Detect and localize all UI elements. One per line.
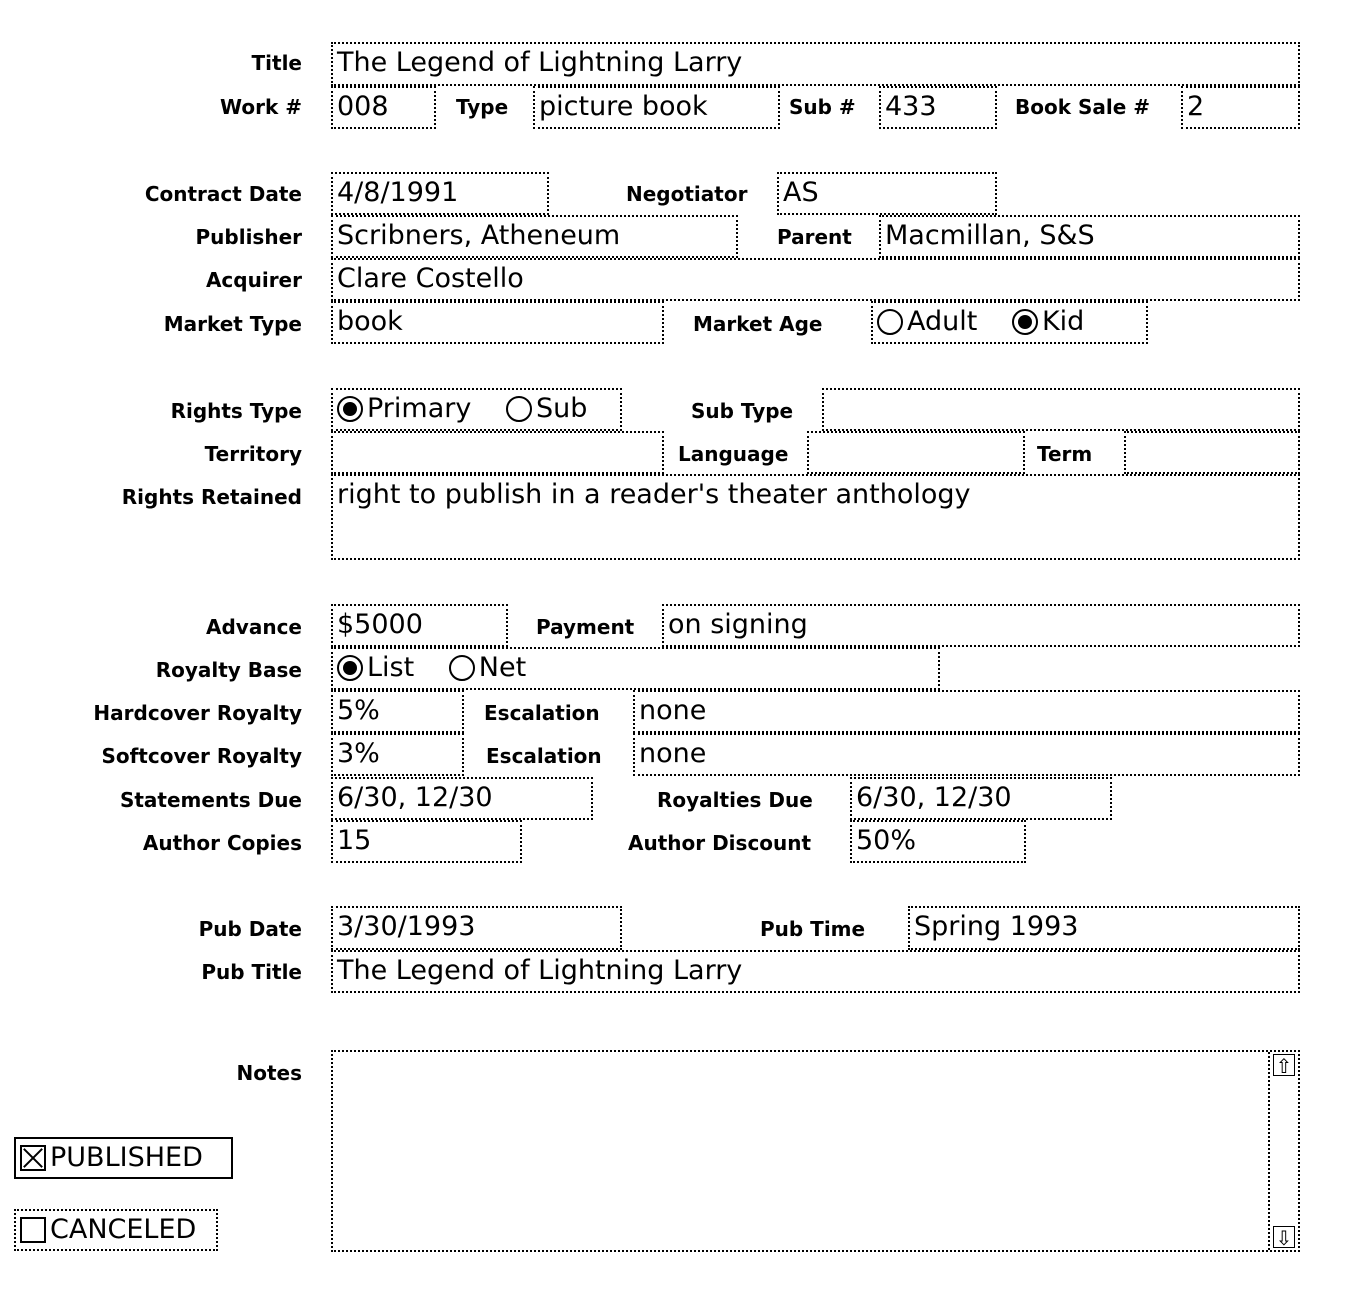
pub-time-label: Pub Time — [760, 917, 866, 941]
contract-date-label: Contract Date — [144, 182, 302, 206]
pub-date-field[interactable]: 3/30/1993 — [331, 906, 622, 950]
softcover-escalation-label: Escalation — [486, 744, 602, 768]
pub-title-label: Pub Title — [201, 960, 302, 984]
sub-no-field[interactable]: 433 — [879, 86, 997, 129]
canceled-checkbox[interactable] — [14, 1209, 218, 1251]
market-age-kid-label: Kid — [1041, 306, 1085, 337]
parent-label: Parent — [777, 225, 852, 249]
term-field[interactable] — [1124, 431, 1300, 474]
type-field[interactable]: picture book — [533, 86, 780, 129]
market-age-adult-label: Adult — [907, 306, 978, 337]
author-discount-label: Author Discount — [628, 831, 812, 855]
author-copies-field[interactable]: 15 — [331, 820, 522, 863]
radio-on-icon — [337, 396, 363, 422]
author-discount-field[interactable]: 50% — [850, 820, 1026, 863]
acquirer-label: Acquirer — [205, 268, 302, 292]
published-label: PUBLISHED — [50, 1142, 203, 1173]
payment-label: Payment — [536, 615, 635, 639]
arrow-up-icon[interactable]: ⇧ — [1273, 1054, 1295, 1076]
checkbox-checked-icon — [20, 1145, 46, 1171]
market-type-label: Market Type — [163, 312, 302, 336]
type-label: Type — [456, 95, 509, 119]
sub-type-field[interactable] — [822, 388, 1300, 431]
canceled-label: CANCELED — [50, 1214, 197, 1245]
term-label: Term — [1037, 442, 1093, 466]
rights-type-sub-label: Sub — [535, 393, 588, 424]
royalty-base-list-radio[interactable] — [337, 649, 414, 687]
royalty-base-net-radio[interactable] — [449, 649, 526, 687]
rights-retained-label: Rights Retained — [121, 485, 302, 509]
rights-retained-field[interactable]: right to publish in a reader's theater anthology — [331, 474, 1300, 560]
book-sale-no-field[interactable]: 2 — [1181, 86, 1300, 129]
title-label: Title — [251, 51, 302, 75]
pub-time-field[interactable]: Spring 1993 — [908, 906, 1300, 950]
pub-date-label: Pub Date — [198, 917, 302, 941]
arrow-down-icon[interactable]: ⇩ — [1273, 1226, 1295, 1248]
royalties-due-label: Royalties Due — [657, 788, 813, 812]
pub-title-field[interactable]: The Legend of Lightning Larry — [331, 950, 1300, 993]
radio-off-icon — [506, 396, 532, 422]
rights-type-sub-radio[interactable] — [506, 390, 587, 428]
acquirer-field[interactable]: Clare Costello — [331, 258, 1300, 301]
sub-type-label: Sub Type — [691, 399, 794, 423]
language-field[interactable] — [807, 431, 1025, 474]
language-label: Language — [678, 442, 789, 466]
notes-scrollbar[interactable] — [1268, 1052, 1298, 1250]
notes-label: Notes — [236, 1061, 302, 1085]
territory-label: Territory — [204, 442, 302, 466]
hardcover-royalty-field[interactable]: 5% — [331, 690, 464, 733]
statements-due-label: Statements Due — [119, 788, 302, 812]
market-age-label: Market Age — [693, 312, 823, 336]
publisher-label: Publisher — [195, 225, 302, 249]
published-checkbox[interactable] — [14, 1137, 233, 1179]
market-age-kid-radio[interactable] — [1012, 303, 1084, 341]
payment-field[interactable]: on signing — [662, 604, 1300, 647]
radio-on-icon — [1012, 309, 1038, 335]
publisher-field[interactable]: Scribners, Atheneum — [331, 215, 738, 258]
market-age-radio-group — [871, 301, 1148, 344]
territory-field[interactable] — [331, 431, 664, 474]
market-type-field[interactable]: book — [331, 301, 664, 344]
notes-textarea[interactable] — [331, 1050, 1300, 1252]
advance-field[interactable]: $5000 — [331, 604, 508, 647]
rights-type-label: Rights Type — [170, 399, 302, 423]
negotiator-label: Negotiator — [626, 182, 748, 206]
radio-off-icon — [877, 309, 903, 335]
softcover-royalty-label: Softcover Royalty — [101, 744, 302, 768]
work-no-field[interactable]: 008 — [331, 86, 436, 129]
softcover-royalty-field[interactable]: 3% — [331, 733, 464, 776]
royalty-base-net-label: Net — [478, 652, 527, 683]
rights-type-radio-group — [331, 388, 622, 431]
royalties-due-field[interactable]: 6/30, 12/30 — [850, 777, 1112, 820]
parent-field[interactable]: Macmillan, S&S — [879, 215, 1300, 258]
advance-label: Advance — [206, 615, 302, 639]
title-field[interactable]: The Legend of Lightning Larry — [331, 42, 1300, 86]
hardcover-escalation-field[interactable]: none — [633, 690, 1300, 733]
softcover-escalation-field[interactable]: none — [633, 733, 1300, 776]
radio-on-icon — [337, 655, 363, 681]
royalty-base-label: Royalty Base — [155, 658, 302, 682]
contract-date-field[interactable]: 4/8/1991 — [331, 172, 549, 215]
royalty-base-radio-group — [331, 647, 940, 690]
hardcover-escalation-label: Escalation — [484, 701, 600, 725]
rights-type-primary-radio[interactable] — [337, 390, 471, 428]
work-no-label: Work # — [220, 95, 302, 119]
royalty-base-list-label: List — [367, 652, 415, 683]
hardcover-royalty-label: Hardcover Royalty — [93, 701, 302, 725]
statements-due-field[interactable]: 6/30, 12/30 — [331, 777, 593, 820]
rights-type-primary-label: Primary — [367, 393, 472, 424]
market-age-adult-radio[interactable] — [877, 303, 977, 341]
checkbox-unchecked-icon — [20, 1217, 46, 1243]
sub-no-label: Sub # — [789, 95, 856, 119]
radio-off-icon — [449, 655, 475, 681]
negotiator-field[interactable]: AS — [777, 172, 997, 215]
book-sale-no-label: Book Sale # — [1015, 95, 1151, 119]
author-copies-label: Author Copies — [142, 831, 302, 855]
